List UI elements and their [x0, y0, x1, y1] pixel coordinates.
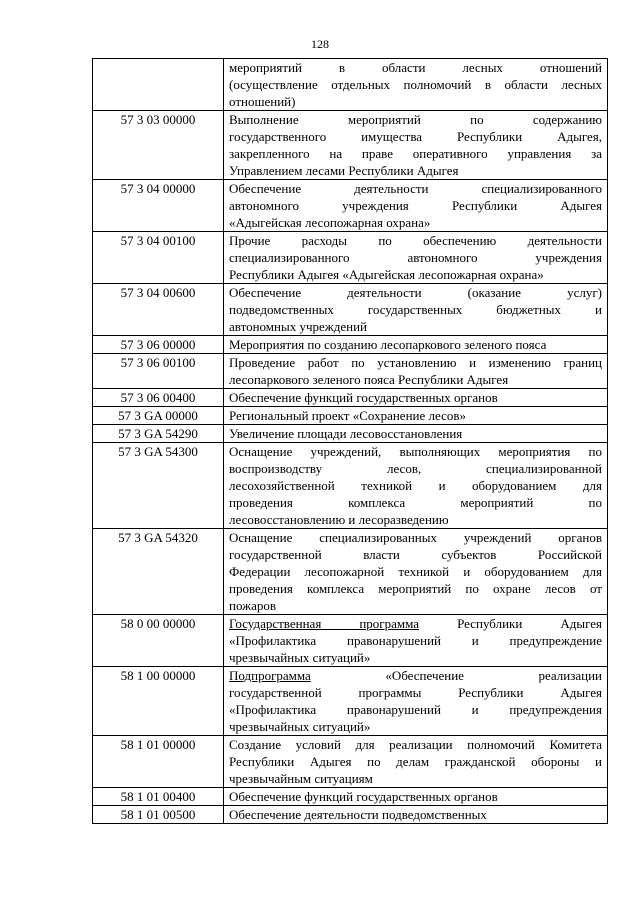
underlined-lead: Государственная программа — [229, 616, 420, 631]
description-line: Создание условий для реализации полномочий Комитета — [229, 737, 602, 752]
table-row — [93, 806, 608, 824]
table-row — [93, 788, 608, 806]
description-line: Увеличение площади лесовосстановления — [229, 426, 463, 441]
description-cell — [224, 111, 608, 180]
description-cell — [224, 59, 608, 111]
underlined-lead: Подпрограмма — [229, 668, 311, 683]
description-cell — [224, 232, 608, 284]
description-cell — [224, 336, 608, 354]
table-row — [93, 59, 608, 111]
description-line: государственной власти субъектов Российской — [229, 547, 602, 562]
code-cell — [93, 59, 224, 111]
table-row — [93, 284, 608, 336]
description-line: отношений) — [229, 94, 296, 109]
description-line: Республики Адыгея по делам гражданской обороны и — [229, 754, 602, 769]
description-line: Федерации лесопожарной техникой и оборудованием для — [229, 564, 602, 579]
table-row — [93, 232, 608, 284]
description-line: государственного имущества Республики Адыгея, — [229, 129, 602, 144]
description-line: воспроизводству лесов, специализированной — [229, 461, 602, 476]
description-line: «Профилактика правонарушений и предупреждение — [229, 633, 602, 648]
description-line: Обеспечение деятельности подведомственных — [229, 807, 487, 822]
description-line: специализированного автономного учреждения — [229, 250, 602, 265]
description-line: Обеспечение функций государственных органов — [229, 789, 498, 804]
description-cell — [224, 667, 608, 736]
code-cell: 58 1 00 00000 — [93, 667, 224, 736]
description-line: лесовосстановлению и лесоразведению — [229, 512, 449, 527]
description-line: лесопаркового зеленого пояса Республики Адыгея — [229, 372, 509, 387]
description-line: Проведение работ по установлению и изменению границ — [229, 355, 602, 370]
table-body — [93, 59, 608, 824]
description-line: чрезвычайных ситуаций» — [229, 650, 371, 665]
table-row — [93, 336, 608, 354]
table-row — [93, 425, 608, 443]
description-line: Республики Адыгея «Адыгейская лесопожарная охрана» — [229, 267, 544, 282]
description-cell — [224, 806, 608, 824]
table-row — [93, 615, 608, 667]
description-cell — [224, 284, 608, 336]
description-line: Мероприятия по созданию лесопаркового зеленого пояса — [229, 337, 547, 352]
description-line: Прочие расходы по обеспечению деятельности — [229, 233, 602, 248]
table-row — [93, 389, 608, 407]
description-line: закрепленного на праве оперативного управления за — [229, 146, 602, 161]
page-number: 128 — [311, 37, 329, 51]
code-cell: 58 0 00 00000 — [93, 615, 224, 667]
code-cell: 57 3 03 00000 — [93, 111, 224, 180]
table-row — [93, 667, 608, 736]
description-cell — [224, 425, 608, 443]
code-cell: 57 3 GA 00000 — [93, 407, 224, 425]
code-cell: 57 3 04 00000 — [93, 180, 224, 232]
code-cell: 57 3 06 00100 — [93, 354, 224, 389]
code-cell: 57 3 GA 54300 — [93, 443, 224, 529]
description-cell — [224, 615, 608, 667]
code-cell: 58 1 01 00000 — [93, 736, 224, 788]
code-cell: 57 3 GA 54320 — [93, 529, 224, 615]
description-text: «Обеспечение реализации — [310, 668, 602, 683]
table-row — [93, 736, 608, 788]
description-line: проведения комплекса мероприятий по охране лесов от — [229, 581, 602, 596]
description-line — [229, 615, 602, 632]
description-line: «Профилактика правонарушений и предупреждения — [229, 702, 602, 717]
code-cell: 58 1 01 00500 — [93, 806, 224, 824]
description-cell — [224, 736, 608, 788]
description-line: лесохозяйственной техникой и оборудованием для — [229, 478, 602, 493]
description-line: автономного учреждения Республики Адыгея — [229, 198, 602, 213]
description-line: Управлением лесами Республики Адыгея — [229, 163, 459, 178]
description-line: мероприятий в области лесных отношений — [229, 60, 602, 75]
table-row — [93, 111, 608, 180]
description-line: «Адыгейская лесопожарная охрана» — [229, 215, 431, 230]
description-line: государственной программы Республики Адыгея — [229, 685, 602, 700]
description-cell — [224, 529, 608, 615]
code-cell: 57 3 06 00000 — [93, 336, 224, 354]
description-line: Оснащение специализированных учреждений органов — [229, 530, 602, 545]
description-line: Обеспечение деятельности (оказание услуг) — [229, 285, 602, 300]
description-line: Обеспечение функций государственных органов — [229, 390, 498, 405]
description-line — [229, 667, 602, 684]
description-line: Региональный проект «Сохранение лесов» — [229, 408, 467, 423]
table-row — [93, 354, 608, 389]
description-cell — [224, 354, 608, 389]
description-line: Обеспечение деятельности специализированного — [229, 181, 602, 196]
description-cell — [224, 407, 608, 425]
budget-code-table — [92, 58, 608, 824]
description-line: чрезвычайных ситуаций» — [229, 719, 371, 734]
description-line: проведения комплекса мероприятий по — [229, 495, 602, 510]
code-cell: 57 3 04 00600 — [93, 284, 224, 336]
description-cell — [224, 180, 608, 232]
description-text: Республики Адыгея — [419, 616, 602, 631]
description-line: (осуществление отдельных полномочий в области лесных — [229, 77, 602, 92]
description-cell — [224, 788, 608, 806]
table-row — [93, 529, 608, 615]
description-line: подведомственных государственных бюджетных и — [229, 302, 602, 317]
description-cell — [224, 389, 608, 407]
code-cell: 57 3 04 00100 — [93, 232, 224, 284]
code-cell: 57 3 06 00400 — [93, 389, 224, 407]
description-line: чрезвычайным ситуациям — [229, 771, 373, 786]
description-cell — [224, 443, 608, 529]
description-line: автономных учреждений — [229, 319, 368, 334]
description-line: Выполнение мероприятий по содержанию — [229, 112, 602, 127]
description-line: Оснащение учреждений, выполняющих мероприятия по — [229, 444, 602, 459]
code-cell: 57 3 GA 54290 — [93, 425, 224, 443]
code-cell: 58 1 01 00400 — [93, 788, 224, 806]
table-row — [93, 180, 608, 232]
table-row — [93, 443, 608, 529]
description-line: пожаров — [229, 598, 277, 613]
table-row — [93, 407, 608, 425]
